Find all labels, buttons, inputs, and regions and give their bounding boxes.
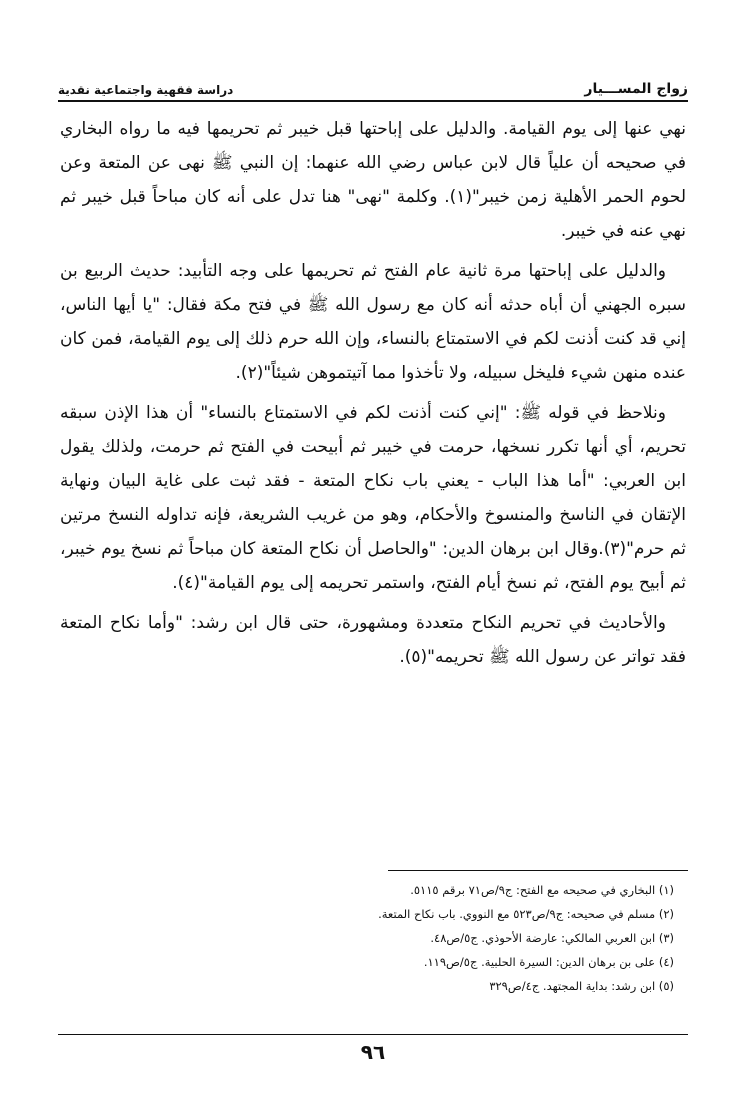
book-subtitle: دراسة فقهية واجتماعية نقدية — [58, 83, 234, 97]
paragraph: والدليل على إباحتها مرة ثانية عام الفتح ثم تحريمها على وجه التأبيد: حديث الربيع بن سبره الجهني أن أباه حدثه أنه كان مع رسول الله ﷺ في فتح مكة فقال: "يا أيها الناس، إني قد كنت أذنت لكم في الاستمتاع بالنساء، وإن الله حرم ذلك إلى يوم القيامة، فمن كان عنده منهن شيء فليخل سبيله، ولا تأخذوا مما آتيتموهن شيئاً"(٢). — [60, 261, 686, 383]
footnotes — [60, 878, 674, 998]
paragraph: نهي عنها إلى يوم القيامة. والدليل على إباحتها قبل خيبر ثم تحريمها فيه ما رواه البخاري في صحيحه أن علياً قال لابن عباس رضي الله عنهما: إن النبي ﷺ نهى عن المتعة وعن لحوم الحمر الأهلية زمن خيبر"(١). وكلمة "نهى" هنا تدل على أنه كان مباحاً قبل خيبر ثم نهي عنه في خيبر. — [60, 119, 686, 241]
footnote: (٢) مسلم في صحيحه: ج٩/ص٥٢٣ مع النووي. باب نكاح المتعة. — [378, 907, 674, 921]
footer-divider — [58, 1034, 688, 1035]
paragraph: ونلاحظ في قوله ﷺ: "إني كنت أذنت لكم في الاستمتاع بالنساء" أن هذا الإذن سبقه تحريم، أي أنها تكرر نسخها، حرمت في خيبر ثم أبيحت في الفتح ثم حرمت، ولذلك يقول ابن العربي: "أما هذا الباب - يعني باب نكاح المتعة - فقد ثبت على غاية البيان ونهاية الإتقان في الناسخ والمنسوخ والأحكام، وهو من غريب الشريعة، فإنه تداوله النسخ مرتين ثم حرم"(٣).وقال ابن برهان الدين: "والحاصل أن نكاح المتعة كان مباحاً ثم نسخ يوم خيبر، ثم أبيح يوم الفتح، ثم نسخ أيام الفتح، واستمر تحريمه إلى يوم القيامة"(٤). — [60, 403, 686, 593]
page-number: ٩٦ — [360, 1040, 386, 1064]
paragraph: والأحاديث في تحريم النكاح متعددة ومشهورة، حتى قال ابن رشد: "وأما نكاح المتعة فقد تواتر عن رسول الله ﷺ تحريمه"(٥). — [60, 613, 686, 667]
book-title: زواج المســـيار — [584, 81, 688, 97]
footnote: (٤) على بن برهان الدين: السيرة الحلبية. ج٥/ص١١٩. — [423, 955, 674, 969]
running-header — [58, 74, 688, 102]
footnote: (٣) ابن العربي المالكي: عارضة الأحوذي. ج٥/ص٤٨. — [430, 931, 674, 945]
footnote-separator — [388, 870, 688, 871]
footnote: (٥) ابن رشد: بداية المجتهد. ج٤/ص٣٢٩ — [489, 979, 674, 993]
footnote: (١) البخاري في صحيحه مع الفتح: ج٩/ص٧١ برقم ٥١١٥. — [410, 883, 674, 897]
main-text — [60, 112, 686, 680]
